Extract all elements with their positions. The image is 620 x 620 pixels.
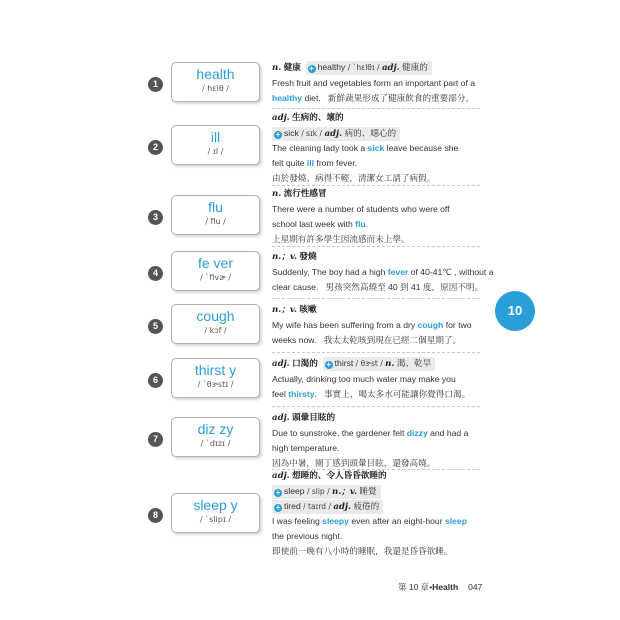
headword-ipa: / kɔf /	[204, 326, 227, 335]
translation: 事實上，喝太多水可能讓你覺得口渴。	[324, 389, 471, 399]
headword: cough	[196, 308, 235, 324]
definition-line: n.；v. 咳嗽	[272, 304, 317, 315]
entry-number: 3	[148, 210, 163, 225]
example-sentence: There were a number of students who were off	[272, 204, 450, 214]
headword-card	[171, 358, 260, 398]
example-sentence: felt quite ill from fever.	[272, 158, 358, 168]
example-sentence: high temperature.	[272, 443, 340, 453]
headword-card	[171, 417, 260, 457]
example-sentence: weeks now. 我太太乾咳到現在已經二個星期了。	[272, 335, 462, 345]
headword-ipa: / hɛlθ /	[202, 84, 229, 93]
entry-content	[272, 356, 493, 402]
entry-content	[272, 302, 493, 348]
headword-card	[171, 62, 260, 102]
related-word-line	[272, 484, 493, 499]
plus-icon: +	[309, 64, 314, 73]
divider	[272, 352, 480, 353]
example-sentence: feel thirsty. 事實上，喝太多水可能讓你覺得口渴。	[272, 389, 471, 399]
example-sentence: school last week with flu.	[272, 219, 368, 229]
entry-content	[272, 60, 493, 106]
headword-ipa: / ɪl /	[207, 147, 224, 156]
related-word: + thirst / θɝst / n. 渴、乾旱	[323, 357, 436, 371]
related-word: + sleep / slip / n.；v. 睡覺	[272, 485, 381, 499]
vocab-entry	[148, 249, 493, 299]
headword: flu	[208, 199, 223, 215]
headword: fe ver	[197, 255, 233, 271]
page-number: 047	[468, 582, 483, 592]
plus-icon: +	[275, 503, 281, 512]
headword: ill	[210, 129, 221, 145]
vocab-entry	[148, 186, 493, 246]
entry-number: 6	[148, 373, 163, 388]
definition-line: adj. 想睡的、令人昏昏欲睡的	[272, 470, 387, 481]
headword: diz zy	[197, 421, 234, 437]
headword-card	[171, 493, 260, 533]
definition-line: n.；v. 發燒	[272, 251, 317, 262]
example-sentence: healthy diet. 新鮮蔬果形成了健康飲食的重要部分。	[272, 93, 475, 103]
example-sentence: My wife has been suffering from a dry cough for two	[272, 320, 472, 330]
example-sentence: the previous night.	[272, 531, 343, 541]
related-word: + tired / taɪrd / adj. 疲倦的	[272, 500, 383, 514]
headword-card	[171, 125, 260, 165]
example-sentence: Due to sunstroke, the gardener felt dizzy and had a	[272, 428, 469, 438]
vocab-entry	[148, 356, 493, 406]
vocab-entry	[148, 410, 493, 470]
translation: 由於發燒、病得不輕，清潔女工請了病假。	[272, 173, 436, 183]
translation: 新鮮蔬果形成了健康飲食的重要部分。	[327, 93, 475, 103]
related-word: + healthy / ˋhɛlθɪ / adj. 健康的	[306, 61, 432, 75]
related-word: + sick / sɪk / adj. 病的、噁心的	[272, 127, 400, 141]
headword-card	[171, 195, 260, 235]
headword: health	[196, 66, 235, 82]
chapter-tab: 10	[495, 291, 535, 331]
divider	[272, 406, 480, 407]
headword-ipa: / ˋslipɪ /	[199, 515, 232, 524]
definition-line: adj. 生病的、壞的	[272, 112, 344, 123]
entry-number: 1	[148, 77, 163, 92]
divider	[272, 246, 480, 247]
headword: sleep y	[193, 497, 238, 513]
entry-number: 8	[148, 508, 163, 523]
headword: thirst y	[194, 362, 237, 378]
part-of-speech: n.	[272, 63, 282, 73]
related-word-line	[272, 499, 493, 514]
headword-ipa: / ˋdɪzɪ /	[200, 439, 231, 448]
headword-ipa: / flu /	[205, 217, 226, 226]
translation: 我太太乾咳到現在已經二個星期了。	[323, 335, 462, 345]
entry-content	[272, 410, 493, 471]
example-sentence: Actually, drinking too much water may make you	[272, 374, 456, 384]
entry-content	[272, 110, 493, 186]
entry-content	[272, 186, 493, 247]
headword-card	[171, 304, 260, 344]
entry-content	[272, 468, 493, 559]
related-word-line	[272, 126, 493, 141]
entry-number: 2	[148, 140, 163, 155]
example-sentence: The cleaning lady took a sick leave because she	[272, 143, 459, 153]
headword-ipa: / ˋfivɚ /	[200, 273, 231, 282]
plus-icon: +	[275, 130, 281, 139]
translation: 即使前一晚有八小時的睡眠，我還是昏昏欲睡。	[272, 546, 453, 556]
definition-line: adj. 頭暈目眩的	[272, 412, 336, 423]
footer-dot: •	[429, 582, 433, 592]
headword-ipa: / ˋθɝstɪ /	[197, 380, 234, 389]
entry-number: 7	[148, 432, 163, 447]
definition-line: adj. 口渴的 + thirst / θɝst / n. 渴、乾旱	[272, 356, 493, 372]
example-sentence: Fresh fruit and vegetables form an important part of a	[272, 78, 476, 88]
divider	[272, 298, 480, 299]
footer-title: Health	[432, 582, 459, 592]
plus-icon: +	[275, 488, 281, 497]
entry-content	[272, 249, 493, 295]
divider	[272, 108, 480, 109]
vocab-entry	[148, 468, 493, 563]
page-footer	[398, 581, 482, 593]
translation: 因為中暑，園丁感到頭暈目眩，還發高燒。	[272, 458, 436, 468]
vocab-entry	[148, 110, 493, 185]
translation: 男孩突然高燒至 40 到 41 度，原因不明。	[325, 282, 484, 292]
definition-line: n. 流行性感冒	[272, 188, 327, 199]
example-sentence: I was feeling sleepy even after an eight-hour sleep	[272, 516, 467, 526]
example-sentence: Suddenly, The boy had a high fever of 40-41℃ , without a	[272, 267, 494, 277]
plus-icon: +	[326, 360, 331, 369]
vocab-entry	[148, 302, 493, 352]
definition-line	[272, 60, 493, 76]
definition: 健康	[283, 62, 301, 72]
footer-chapter: 第 10 章	[398, 582, 430, 592]
vocab-entry	[148, 60, 493, 110]
headword-card	[171, 251, 260, 291]
example-sentence: clear cause. 男孩突然高燒至 40 到 41 度，原因不明。	[272, 282, 484, 292]
translation: 上星期有許多學生因流感而未上學。	[272, 234, 410, 244]
entry-number: 5	[148, 319, 163, 334]
entry-number: 4	[148, 266, 163, 281]
